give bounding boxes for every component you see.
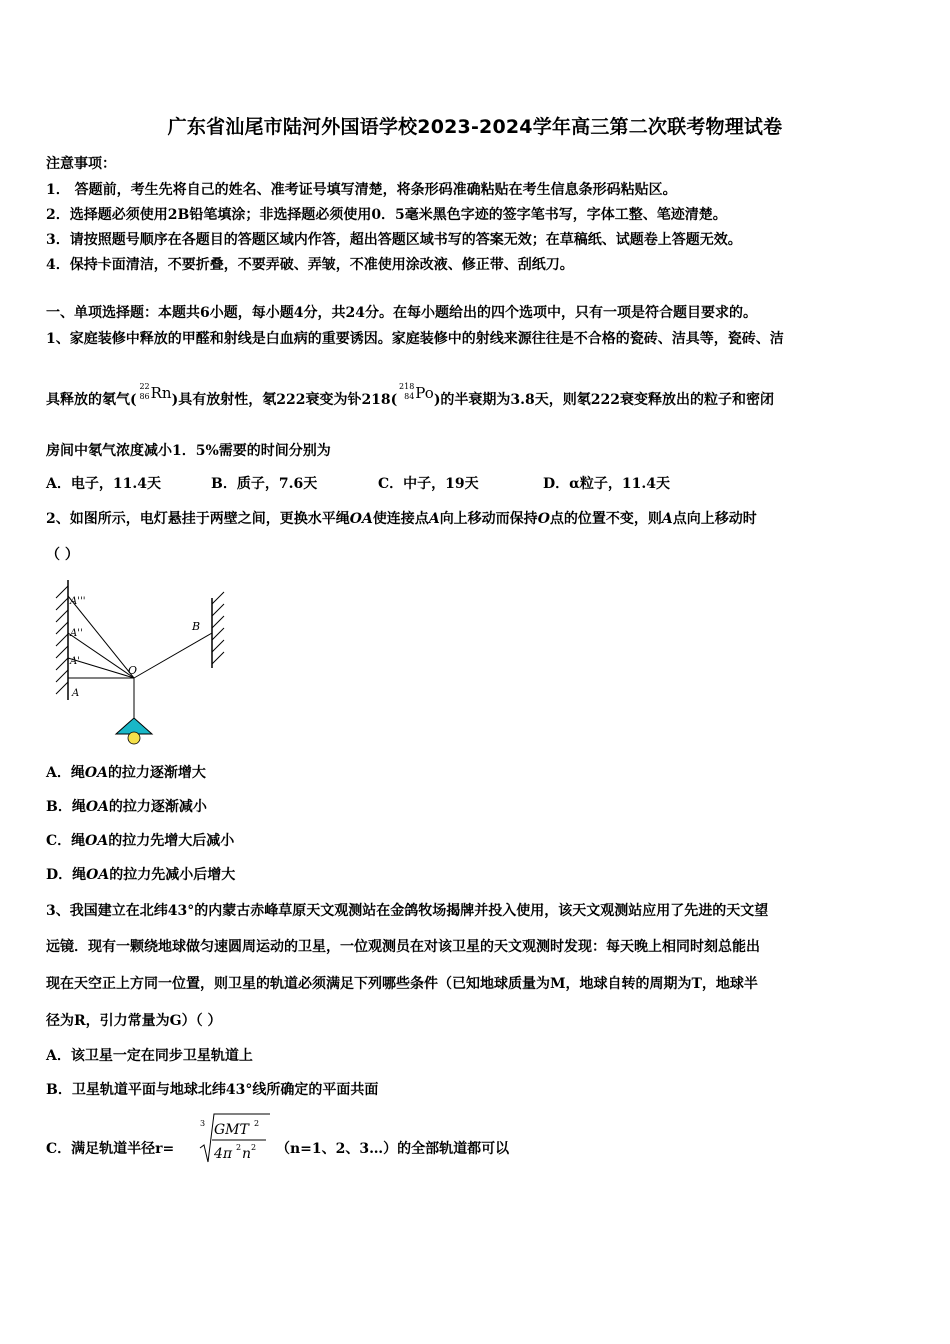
opt-c-prefix: C．绳 [46, 833, 86, 849]
q3-line2: 远镜．现有一颗绕地球做匀速圆周运动的卫星，一位观测员在对该卫星的天文观测时发现：每天晚上相同时刻总能出 [46, 939, 760, 955]
q2-option-d [46, 864, 235, 884]
ropes [68, 596, 212, 718]
q2-var-a2: A [661, 511, 673, 527]
po-mass: 218 [399, 382, 415, 391]
notice-item-2: 2．选择题必须使用2B铅笔填涂；非选择题必须使用0．5毫米黑色字迹的签字笔书写，字体工整、笔迹清楚。 [46, 207, 727, 223]
q1-line2-b: )具有放射性，氡222衰变为钋218( [171, 392, 398, 408]
left-wall-hatch [56, 586, 68, 694]
q1-option-a: A．电子，11.4天 [46, 476, 161, 492]
opt-b-prefix: B．绳 [46, 799, 86, 815]
rn-z: 86 [139, 392, 150, 401]
q3-option-a: A．该卫星一定在同步卫星轨道上 [46, 1048, 253, 1064]
numerator-exp: 2 [254, 1119, 260, 1128]
notice-heading: 注意事项： [46, 156, 116, 172]
label-b: B [192, 620, 201, 633]
q1-line3: 房间中氡气浓度减小1．5%需要的时间分别为 [46, 443, 331, 459]
lamp-bulb [128, 732, 140, 744]
q1-line1: 1、家庭装修中释放的甲醛和射线是白血病的重要诱因。家庭装修中的射线来源往往是不合格的瓷砖、洁具等，瓷砖、洁 [46, 331, 784, 347]
rn-mass: 22 [139, 382, 150, 391]
q3-option-b: B．卫星轨道平面与地球北纬43°线所确定的平面共面 [46, 1082, 379, 1098]
q2-option-c [46, 830, 234, 850]
opt-d-var: OA [86, 867, 110, 883]
notice-item-4: 4．保持卡面清洁，不要折叠，不要弄破、弄皱，不准使用涂改液、修正带、刮纸刀。 [46, 257, 574, 273]
q1-line2-a: 具释放的氡气( [46, 392, 137, 408]
po-symbol: Po [415, 384, 434, 402]
opt-c-var: OA [85, 833, 109, 849]
q3-line4: 径为R，引力常量为G）（ ） [46, 1013, 222, 1029]
root-index: 3 [200, 1119, 206, 1128]
q2-option-b [46, 796, 207, 816]
opt-c-suffix: 的拉力先增大后减小 [108, 833, 235, 849]
opt-a-var: OA [84, 765, 108, 781]
q3-line3: 现在天空正上方同一位置，则卫星的轨道必须满足下列哪些条件（已知地球质量为M，地球自转的周期为T，地球半 [46, 976, 758, 992]
q2-line2: （ ） [46, 547, 79, 563]
q2-figure [50, 578, 240, 748]
opt-d-suffix: 的拉力先减小后增大 [109, 867, 236, 883]
section-heading: 一、单项选择题：本题共6小题，每小题4分，共24分。在每小题给出的四个选项中，只有一项是符合题目要求的。 [46, 305, 757, 321]
radius-formula [198, 1112, 270, 1168]
denominator-n: n [242, 1146, 252, 1162]
q1-option-b: B．质子，7.6天 [211, 476, 318, 492]
label-o: O [128, 664, 138, 677]
q3-line1: 3、我国建立在北纬43°的内蒙古赤峰草原天文观测站在金鸽牧场揭牌并投入使用，该天文观测站应用了先进的天文望 [46, 903, 769, 919]
page-title: 广东省汕尾市陆河外国语学校2023-2024学年高三第二次联考物理试卷 [167, 116, 783, 138]
right-wall-hatch [212, 592, 224, 664]
q2-line1-e: 点向上移动时 [672, 511, 757, 527]
notice-item-3: 3．请按照题号顺序在各题目的答题区域内作答，超出答题区域书写的答案无效；在草稿纸、试题卷上答题无效。 [46, 232, 742, 248]
q2-line1-a: 2、如图所示，电灯悬挂于两壁之间，更换水平绳 [46, 511, 350, 527]
rn-symbol: Rn [150, 384, 172, 402]
numerator: GMT [214, 1122, 249, 1138]
label-a: A [72, 688, 80, 699]
q1-option-c: C．中子，19天 [378, 476, 479, 492]
q2-option-a [46, 762, 206, 782]
label-a1: A' [70, 656, 80, 667]
opt-d-prefix: D．绳 [46, 867, 87, 883]
q3-option-c-pre: C．满足轨道半径r= [46, 1141, 175, 1157]
q2-line1-b: 使连接点 [372, 511, 429, 527]
q2-line1-c: 向上移动而保持 [439, 511, 538, 527]
q2-var-o: O [537, 511, 550, 527]
label-a2: A'' [70, 628, 83, 639]
po-nuclide [397, 382, 415, 406]
q1-line2-c: )的半衰期为3.8天，则氡222衰变释放出的粒子和密闭 [433, 392, 775, 408]
notice-item-1: 1． 答题前，考生先将自己的姓名、准考证号填写清楚，将条形码准确粘贴在考生信息条形码粘贴区。 [46, 182, 677, 198]
q1-option-d: D．α粒子，11.4天 [543, 476, 671, 492]
opt-a-suffix: 的拉力逐渐增大 [107, 765, 206, 781]
opt-a-prefix: A．绳 [46, 765, 85, 781]
rope-ob [134, 633, 212, 678]
denominator-exp2: 2 [251, 1143, 257, 1152]
q2-var-oa: OA [349, 511, 373, 527]
opt-b-suffix: 的拉力逐渐减小 [108, 799, 207, 815]
opt-b-var: OA [85, 799, 109, 815]
lamp-shade [116, 718, 152, 734]
q3-option-c-post: （n=1、2、3…）的全部轨道都可以 [276, 1141, 510, 1157]
q2-var-a: A [428, 511, 440, 527]
label-a3: A''' [70, 596, 86, 607]
rn-nuclide [137, 382, 151, 406]
q2-line1 [46, 508, 757, 528]
denominator-exp1: 2 [236, 1143, 242, 1152]
q2-line1-d: 点的位置不变，则 [549, 511, 662, 527]
denominator: 4π [214, 1146, 233, 1162]
q1-line2 [46, 382, 775, 409]
po-z: 84 [404, 392, 415, 401]
